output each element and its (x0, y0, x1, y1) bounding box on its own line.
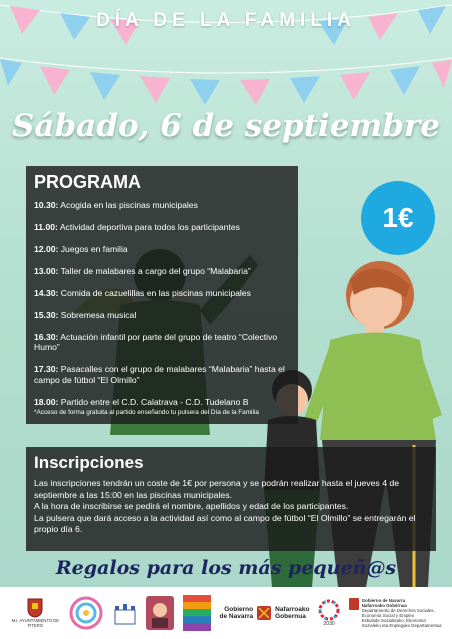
gobierno-text: Gobierno (224, 605, 254, 613)
festival-logo (69, 596, 103, 630)
registration-panel (26, 447, 436, 551)
program-item-time: 16.30: (34, 331, 59, 342)
registration-line: La pulsera que dará acceso a la actividad así como al campo de fútbol “El Olmillo” se entregarán el propio día 6. (34, 512, 416, 535)
portrait-icon (146, 596, 174, 630)
derechos-sociales-logo (349, 598, 442, 628)
gobernua-text: Gobernua (275, 613, 306, 620)
navarra-shield-icon (349, 598, 359, 610)
department-text-2: Economía Social y Empleo (361, 613, 415, 618)
sponsors-footer (0, 587, 452, 639)
registration-line: A la hora de inscribirse se pedirá el nombre, apellidos y edad de los participantes. (34, 501, 349, 512)
program-item-text: Sobremesa musical (58, 309, 137, 320)
navarra-colors-logo (183, 595, 211, 631)
castle-logo (112, 600, 138, 626)
program-item-time: 11.00: (34, 221, 58, 232)
program-item-time: 17.30: (34, 364, 59, 375)
program-item-text: Taller de malabares a cargo del grupo “Malabaria” (58, 265, 251, 276)
program-item-text: Pasacalles con el grupo de malabares “Malabaria” hasta el campo de fútbol “El Olmillo” (34, 364, 285, 385)
program-item-text: Actividad deportiva para todos los participantes (57, 221, 240, 232)
portrait-logo (146, 596, 174, 630)
agenda-2030-text: 2030 (323, 621, 335, 627)
program-item (34, 200, 290, 211)
gobierno-navarra-logo (220, 606, 310, 620)
program-panel (26, 166, 298, 424)
program-item (34, 222, 290, 233)
program-item (34, 266, 290, 277)
sdg-wheel-icon (318, 599, 340, 621)
program-item (34, 332, 290, 353)
program-item-time: 18.00: (34, 396, 59, 407)
department-text-4: Sozialeko eta Enpleguko Departamentua (361, 623, 442, 629)
program-item (34, 288, 290, 299)
department-text: Departamento de Derechos Sociales, (361, 607, 435, 613)
registration-line: Las inscripciones tendrán un coste de 1€ por persona y se podrán realizar hasta el jueves 4 de septiembre a las 15:00 en las piscinas municipales. (34, 478, 400, 500)
program-item-text: Juegos en familia (58, 243, 128, 254)
program-item-text: Actuación infantil por parte del grupo de teatro “Colectivo Humo” (34, 331, 278, 353)
castle-icon (112, 600, 138, 626)
agenda-2030-logo (318, 599, 340, 627)
nafarroako-text: Nafarroako (275, 605, 310, 613)
registration-heading: Inscripciones (34, 453, 144, 472)
price-badge: 1€ (361, 181, 435, 255)
program-item-time: 15.30: (34, 309, 59, 320)
fitero-logo-text: M.I. AYUNTAMIENTO DE FITERO (11, 618, 60, 628)
department-text-3: Eskubide Sozialetako, Ekonomia (361, 618, 426, 624)
colorful-circle-icon (69, 596, 103, 630)
program-item-text: Acogida en las piscinas municipales (58, 200, 198, 210)
program-item-text: Partido entre el C.D. Calatrava - C.D. Tudelano B (58, 396, 249, 407)
nafarroako-gobernua-text: Nafarroako Gobernua (361, 602, 407, 608)
event-date: Sábado, 6 de septiembre (12, 108, 440, 144)
program-item-time: 13.00: (34, 265, 59, 276)
fitero-logo (10, 598, 60, 628)
program-item-text: Comida de cazuelillas en las piscinas municipales (58, 287, 251, 298)
program-item (34, 364, 290, 385)
program-item-time: 14.30: (34, 287, 59, 298)
gifts-banner: Regalos para los más pequeñ@s (55, 557, 397, 579)
program-note: *Acceso de forma gratuita al partido enseñando tu pulsera del Día de la Familia (34, 408, 259, 416)
event-title: DÍA DE LA FAMILIA (96, 10, 356, 31)
program-item (34, 397, 290, 408)
coat-of-arms-icon (27, 598, 43, 618)
program-heading: PROGRAMA (34, 172, 141, 192)
program-item-time: 10.30: (34, 200, 59, 210)
stripes-icon (183, 595, 211, 631)
gobierno-navarra-text: Gobierno de Navarra (361, 597, 406, 603)
de-navarra-text: de Navarra (219, 613, 254, 620)
program-item (34, 310, 290, 321)
program-item-time: 12.00: (34, 243, 59, 254)
program-item (34, 244, 290, 255)
navarra-shield-icon (257, 606, 271, 620)
